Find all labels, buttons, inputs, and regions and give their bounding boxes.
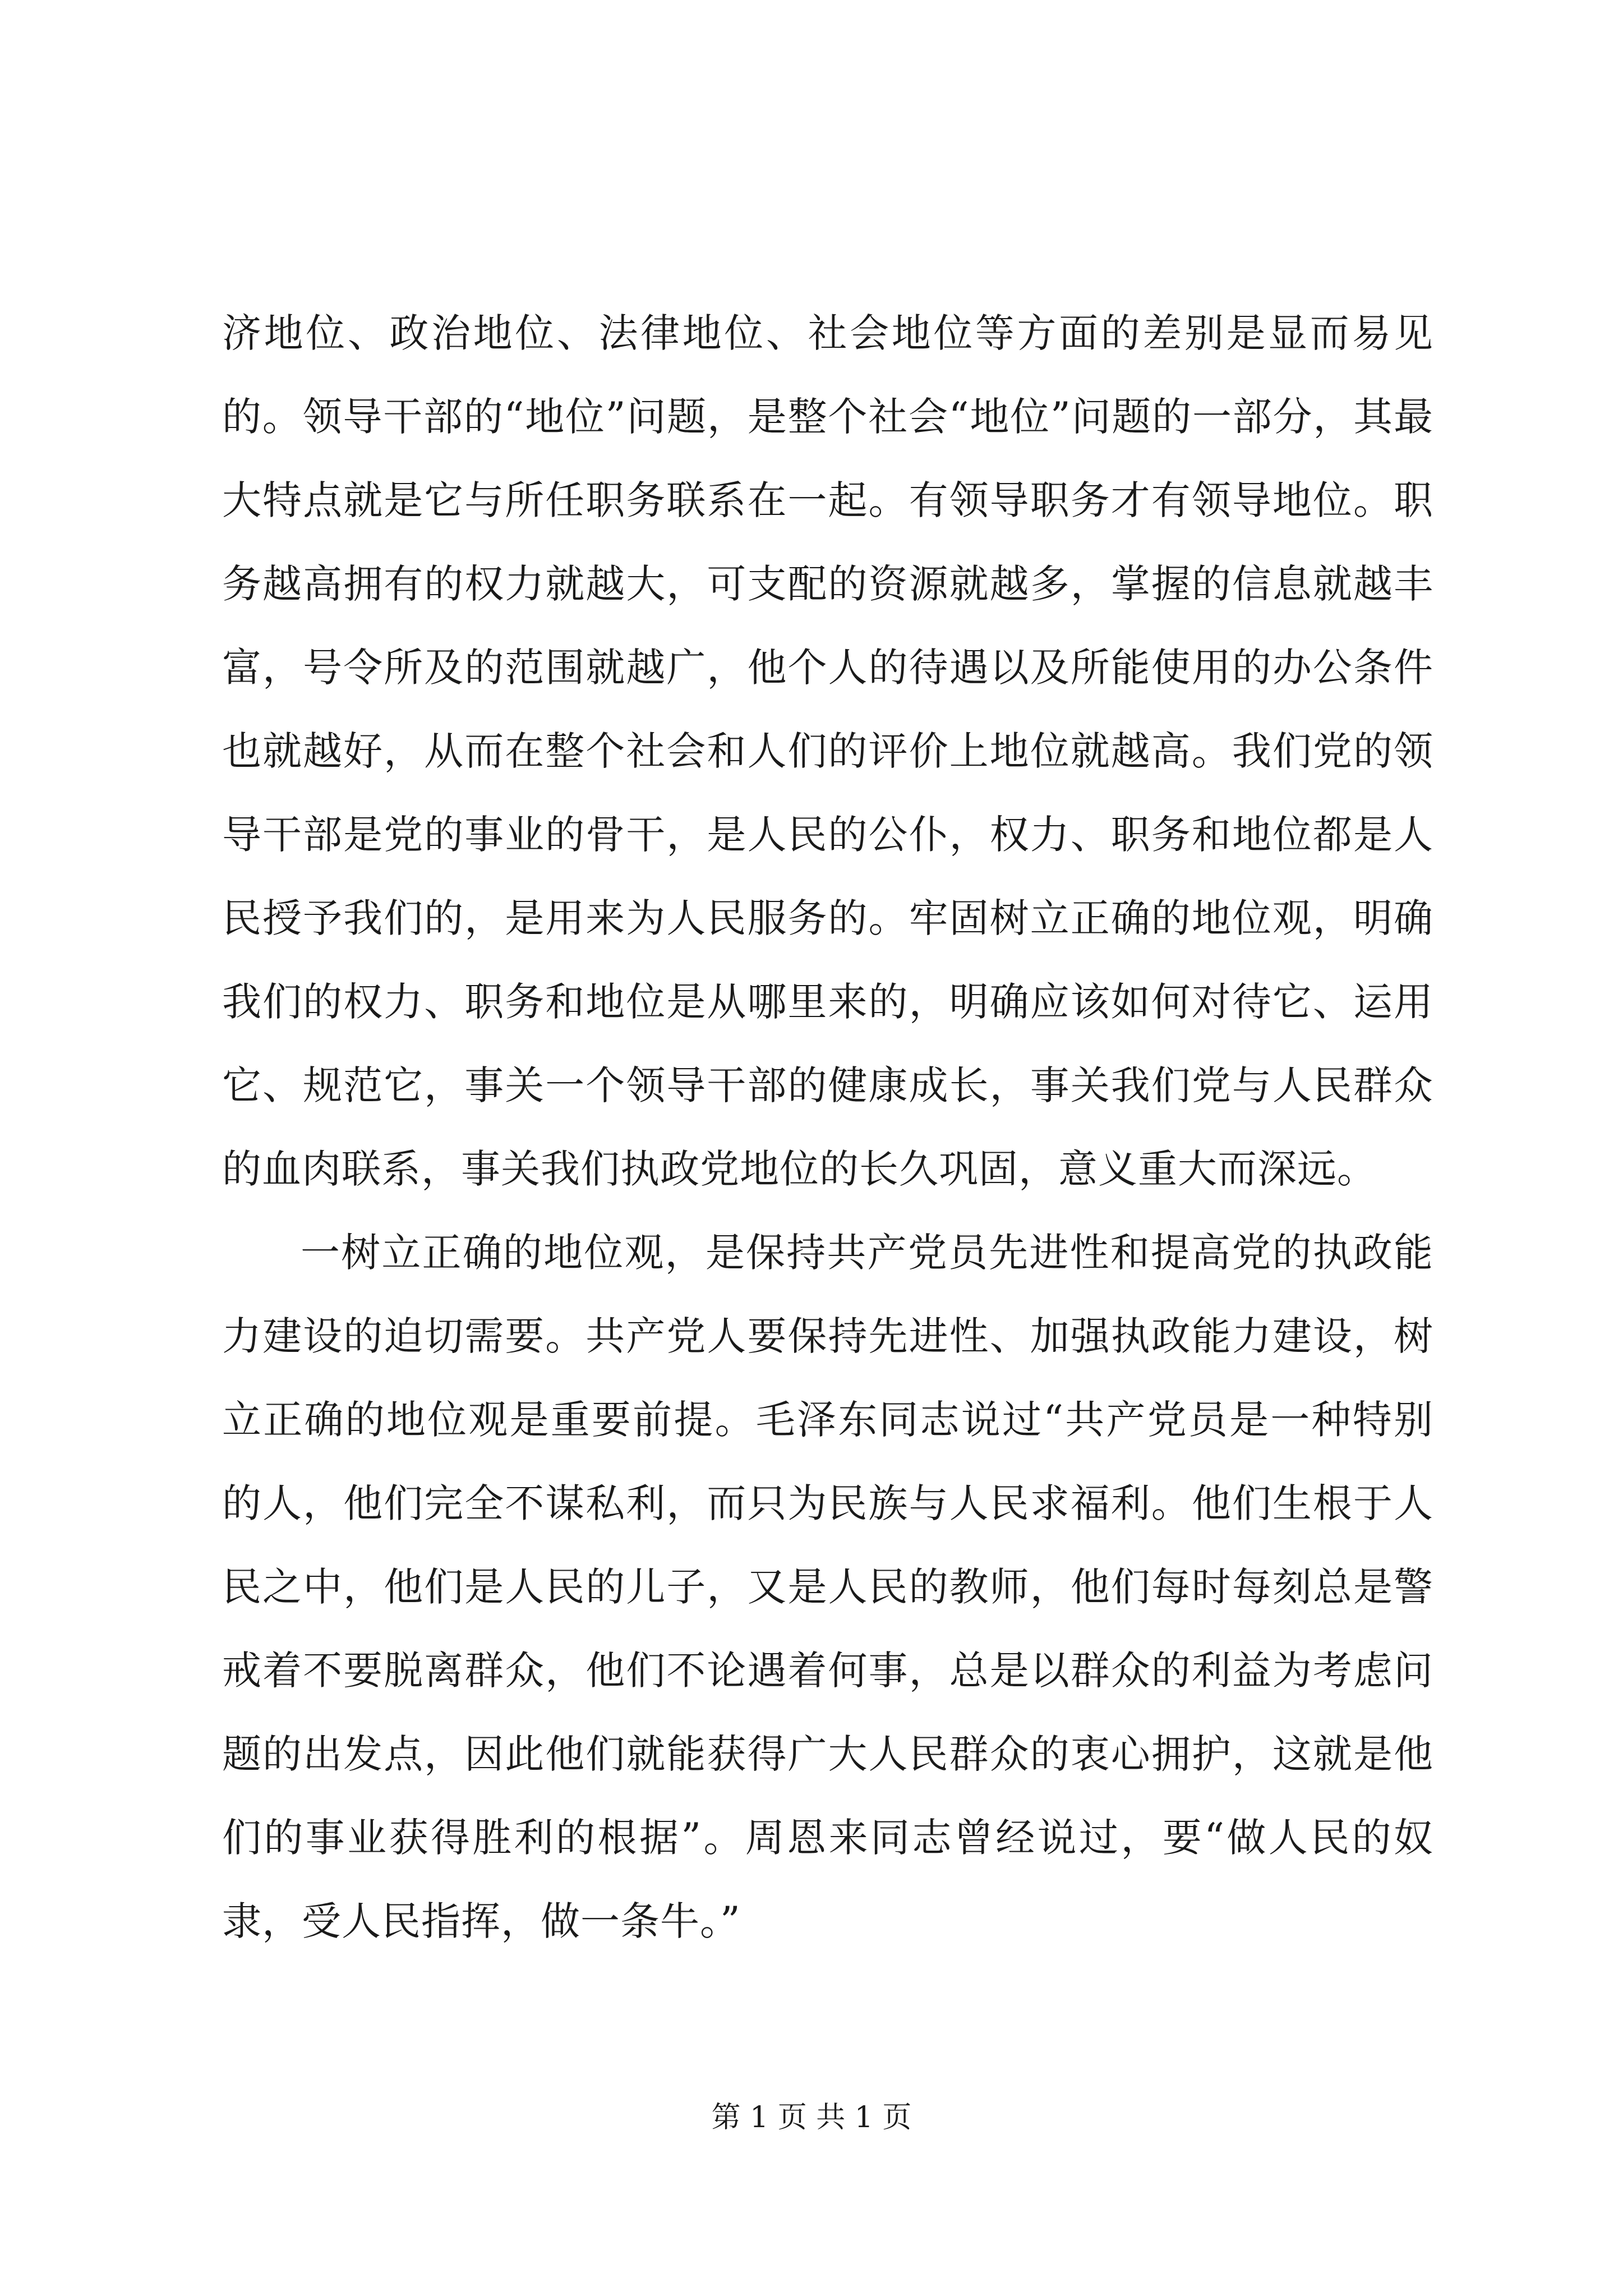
document-body <box>222 292 1433 1963</box>
page-footer: 第 1 页 共 1 页 <box>711 2101 912 2134</box>
paragraph-2: 一树立正确的地位观，是保持共产党员先进性和提高党的执政能力建设的迫切需要。共产党人要保持先进性、加强执政能力建设，树立正确的地位观是重要前提。毛泽东同志说过“共产党员是一种特别的人，他们完全不谋私利，而只为民族与人民求福利。他们生根于人民之中，他们是人民的儿子，又是人民的教师，他们每时每刻总是警戒着不要脱离群众，他们不论遇着何事，总是以群众的利益为考虑问题的出发点，因此他们就能获得广大人民群众的衷心拥护，这就是他们的事业获得胜利的根据”。周恩来同志曾经说过，要“做人民的奴隶，受人民指挥，做一条牛。” <box>222 1230 1433 1944</box>
paragraph-1: 济地位、政治地位、法律地位、社会地位等方面的差别是显而易见的。领导干部的“地位”问题，是整个社会“地位”问题的一部分，其最大特点就是它与所任职务联系在一起。有领导职务才有领导地位。职务越高拥有的权力就越大，可支配的资源就越多，掌握的信息就越丰富，号令所及的范围就越广，他个人的待遇以及所能使用的办公条件也就越好，从而在整个社会和人们的评价上地位就越高。我们党的领导干部是党的事业的骨干，是人民的公仆，权力、职务和地位都是人民授予我们的，是用来为人民服务的。牢固树立正确的地位观，明确我们的权力、职务和地位是从哪里来的，明确应该如何对待它、运用它、规范它，事关一个领导干部的健康成长，事关我们党与人民群众的血肉联系，事关我们执政党地位的长久巩固，意义重大而深远。 <box>222 310 1433 1192</box>
